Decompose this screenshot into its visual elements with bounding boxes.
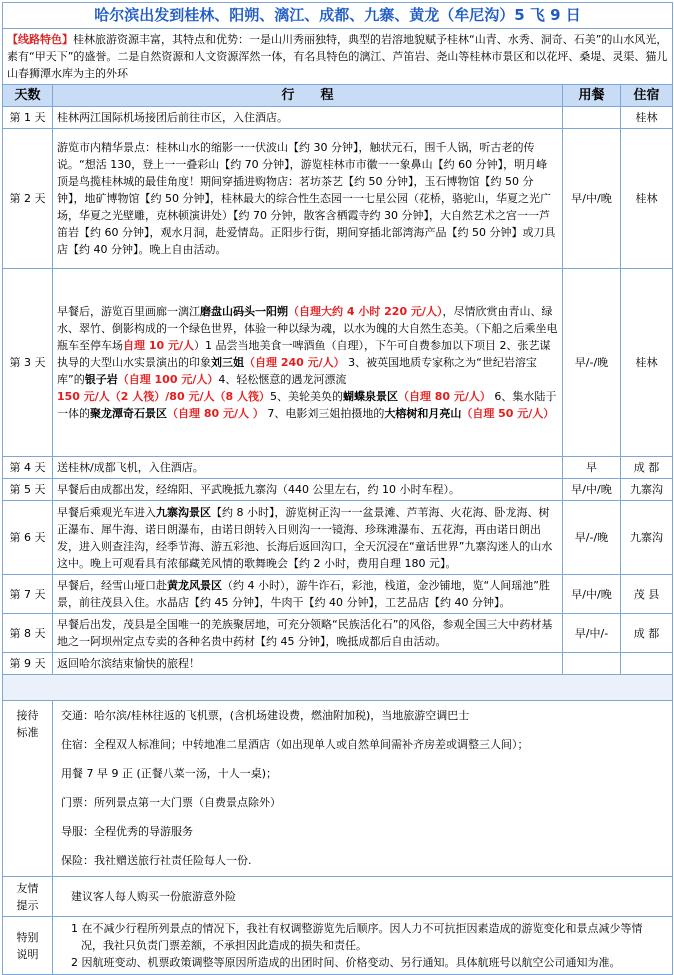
day-meals: 早/-/晚 bbox=[563, 269, 621, 457]
day-meals bbox=[563, 653, 621, 675]
itinerary-text: 早餐后乘观光车进入 bbox=[57, 505, 156, 519]
day-row bbox=[3, 129, 673, 269]
route-features-tag: 【线路特色】 bbox=[7, 33, 73, 46]
self-pay-note: 自理 10 元/人 bbox=[123, 339, 194, 352]
itinerary-text: ，尽情欣赏由青山、绿水、翠竹、倒影构成的一个绿色世界，体验一种以绿为魂，以水为魄的大自然生态美。（下船之后乘坐电瓶车至停车场 bbox=[57, 305, 558, 352]
tips-text: 建议客人每人购买一份旅游意外险 bbox=[53, 877, 673, 917]
day-number: 第 3 天 bbox=[3, 269, 53, 457]
day-stay: 成 都 bbox=[621, 457, 673, 479]
itinerary-text: 送桂林/成都飞机，入住酒店。 bbox=[57, 461, 204, 474]
self-pay-note: （自理 240 元/人） bbox=[244, 356, 345, 369]
reception-details bbox=[53, 701, 673, 877]
itinerary-text: 3、被英国地质专家称之为“世纪岩溶宝库”的 bbox=[57, 356, 537, 386]
day-number: 第 6 天 bbox=[3, 501, 53, 575]
reception-item: 门票：所列景点第一大门票（自费景点除外） bbox=[61, 796, 281, 809]
day-stay: 九寨沟 bbox=[621, 501, 673, 575]
reception-label: 接待 标准 bbox=[3, 701, 53, 877]
self-pay-note: （自理大约 4 小时 220 元/人） bbox=[288, 305, 443, 318]
highlight-text: 九寨沟景区 bbox=[156, 505, 211, 519]
day-stay: 茂 县 bbox=[621, 575, 673, 614]
day-number: 第 2 天 bbox=[3, 129, 53, 269]
day-stay: 桂林 bbox=[621, 129, 673, 269]
itinerary-text: ）1 品尝当地美食一啤酒鱼（自理），下午可自费参加以下项目 2、张艺谋执导的大型山水实景演出的印象 bbox=[57, 339, 551, 369]
day-meals: 早/中/晚 bbox=[563, 129, 621, 269]
itinerary-text: 早餐后，游览百里画廊一漓江 bbox=[57, 305, 200, 318]
day-meals: 早 bbox=[563, 457, 621, 479]
day-itinerary bbox=[53, 129, 563, 269]
header-itinerary: 行 程 bbox=[53, 85, 563, 107]
day-meals: 早/中/- bbox=[563, 614, 621, 653]
day-row bbox=[3, 575, 673, 614]
day-itinerary bbox=[53, 614, 563, 653]
day-stay: 九寨沟 bbox=[621, 479, 673, 501]
itinerary-text: 【约 8 小时】，游览树正沟一一盆景滩、芦苇海、火花海、卧龙海、树正瀑布、犀牛海、诺日朗瀑布，由诺日朗转入日则沟一一镜海、珍珠滩瀑布、五花海，再由诺日朗出发，进入则查洼沟，经季节海、游五彩池、长海后返回沟口，全天沉浸在“童话世界”九寨沟迷人的山水这中。晚上可观看具有浓郁藏羌风情的歌舞晚会【约 2 小时，费用自理 180 元】。 bbox=[57, 505, 553, 570]
tips-row bbox=[3, 877, 673, 917]
itinerary-text: 返回哈尔滨结束愉快的旅程！ bbox=[57, 657, 200, 670]
reception-row bbox=[3, 701, 673, 877]
day-number: 第 9 天 bbox=[3, 653, 53, 675]
page-title: 哈尔滨出发到桂林、阳朔、漓江、成都、九寨、黄龙（牟尼沟）5 飞 9 日 bbox=[3, 3, 673, 29]
day-itinerary bbox=[53, 653, 563, 675]
route-features-text: 桂林旅游资源丰富，其特点和优势：一是山川秀丽独特，典型的岩溶地貌赋予桂林“山青、水秀、洞奇、石美”的山水风光，素有“甲天下”的盛誉。二是自然资源和人文资源浑然一体，有名具特色的漓江、芦笛岩、尧山等桂林市景区和以花坪、桑堤、灵渠、猫儿山春狮潭水库为主的外环 bbox=[7, 33, 668, 80]
highlight-text: 大榕树和月亮山 bbox=[384, 407, 462, 420]
day-itinerary bbox=[53, 501, 563, 575]
day-row bbox=[3, 501, 673, 575]
day-meals: 早/中/晚 bbox=[563, 575, 621, 614]
intro-row bbox=[3, 29, 673, 85]
reception-item: 导服：全程优秀的导游服务 bbox=[61, 825, 193, 838]
day-number: 第 1 天 bbox=[3, 107, 53, 129]
route-features bbox=[3, 29, 673, 85]
header-day: 天数 bbox=[3, 85, 53, 107]
highlight-text: 聚龙潭奇石景区 bbox=[90, 407, 167, 420]
special-note-item: 2 因航班变动、机票政策调整等原因所造成的出团时间、价格变动、另行通知。具体航班号以航空公司通知为准。 bbox=[71, 956, 621, 969]
day-number: 第 7 天 bbox=[3, 575, 53, 614]
itinerary-text: 早餐后，经雪山垭口赴 bbox=[57, 579, 167, 592]
day-row bbox=[3, 479, 673, 501]
day-itinerary bbox=[53, 269, 563, 457]
reception-item: 住宿：全程双人标准间；中转地准二星酒店（如出现单人或自然单间需补齐房差或调整三人间）； bbox=[61, 738, 529, 751]
itinerary-text: 早餐后出发，茂县是全国唯一的羌族聚居地，可充分领略“民族活化石”的风俗，参观全国三大中药材基地之一阿坝州定点专卖的各种名贵中药材【约 45 分钟】，晚抵成都后自由活动。 bbox=[57, 618, 553, 648]
separator-cell bbox=[3, 675, 673, 701]
self-pay-note: （自理 80 元/人） bbox=[397, 390, 491, 403]
day-number: 第 4 天 bbox=[3, 457, 53, 479]
day-itinerary bbox=[53, 479, 563, 501]
highlight-text: 黄龙风景区 bbox=[167, 579, 222, 592]
special-notes-label: 特别 说明 bbox=[3, 917, 53, 975]
self-pay-note: （自理 50 元/人） bbox=[461, 407, 555, 420]
day-itinerary bbox=[53, 457, 563, 479]
day-row bbox=[3, 614, 673, 653]
day-number: 第 8 天 bbox=[3, 614, 53, 653]
highlight-text: 银子岩 bbox=[84, 373, 118, 386]
day-meals: 早/中/晚 bbox=[563, 479, 621, 501]
tips-label: 友情 提示 bbox=[3, 877, 53, 917]
day-number: 第 5 天 bbox=[3, 479, 53, 501]
special-note-item: 1 在不减少行程所列景点的情况下，我社有权调整游览先后顺序。因人力不可抗拒因素造成的游览变化和景点减少等情况，我社只负责门票差额，不承担因此造成的损失和责任。 bbox=[71, 922, 643, 952]
day-row bbox=[3, 457, 673, 479]
highlight-text: 刘三姐 bbox=[211, 356, 244, 369]
highlight-text: 磨盘山码头一阳朔 bbox=[200, 305, 288, 318]
itinerary-text: 早餐后由成都出发，经绵阳、平武晚抵九寨沟（440 公里左右，约 10 小时车程）。 bbox=[57, 483, 460, 496]
title-row bbox=[3, 3, 673, 29]
header-row bbox=[3, 85, 673, 107]
highlight-text: 蝴蝶泉景区 bbox=[342, 390, 398, 403]
itinerary-text: （约 4 小时），游牛诈石，彩池，栈道，金沙铺地，览“人间瑶池”胜景，前往茂县入住。水晶店【约 45 分钟】，牛肉干【约 40 分钟】，工艺品店【约 40 分钟】。 bbox=[57, 579, 550, 609]
itinerary-text: 6、集水陆于一体的 bbox=[57, 390, 557, 420]
header-meals: 用餐 bbox=[563, 85, 621, 107]
separator-row bbox=[3, 675, 673, 701]
day-stay: 桂林 bbox=[621, 269, 673, 457]
itinerary-text: 4、轻松惬意的遇龙河漂流 bbox=[218, 373, 347, 386]
day-itinerary bbox=[53, 575, 563, 614]
day-meals bbox=[563, 107, 621, 129]
day-row bbox=[3, 653, 673, 675]
header-stay: 住宿 bbox=[621, 85, 673, 107]
itinerary-text: 桂林两江国际机场接团后前往市区，入住酒店。 bbox=[57, 111, 288, 124]
day-row bbox=[3, 269, 673, 457]
self-pay-note: （自理 100 元/人） bbox=[117, 373, 219, 386]
reception-item: 保险：我社赠送旅行社责任险每人一份. bbox=[61, 854, 252, 867]
itinerary-table bbox=[2, 2, 673, 975]
day-itinerary bbox=[53, 107, 563, 129]
day-stay bbox=[621, 653, 673, 675]
day-stay: 桂林 bbox=[621, 107, 673, 129]
self-pay-note: 150 元/人（2 人筏）/80 元/人（8 人筏） bbox=[57, 390, 270, 403]
reception-item: 交通：哈尔滨/桂林往返的飞机票，(含机场建设费，燃油附加税)，当地旅游空调巴士 bbox=[61, 709, 470, 722]
reception-item: 用餐 7 早 9 正 (正餐八菜一汤，十人一桌)； bbox=[61, 767, 278, 780]
itinerary-text: 游览市内精华景点：桂林山水的缩影一一伏波山【约 30 分钟】，触状元石，围千人锅，听古老的传说。“想活 130，登上一一叠彩山【约 70 分钟】，游览桂林市市徽一一象鼻山【约 60 分钟】，明月峰顶是鸟揽桂林城的最佳角度！期间穿插进购物店：茗坊茶艺【约 50 分钟】，玉石博物馆【约 50 分钟】，地矿博物馆【约 50 分钟】，桂林最大的综合性生态园一一七星公园（花桥，骆驼山，华夏之光广场，华夏之光壁雕，克林顿演讲处）【约 70 分钟，散客含栖霞寺约 30 分钟】，大自然艺术之宫一一芦笛岩【约 60 分钟】，观水月洞，赴爱情岛。正阳步行街，期间穿插北部湾海产品【约 50 分钟】或刀具店【约 40 分钟】。晚上自由活动。 bbox=[57, 141, 556, 256]
day-row bbox=[3, 107, 673, 129]
day-meals: 早/-/晚 bbox=[563, 501, 621, 575]
self-pay-note: （自理 80 元/人 ） bbox=[167, 407, 264, 420]
day-stay: 成 都 bbox=[621, 614, 673, 653]
itinerary-text: 7、电影刘三姐拍摄地的 bbox=[263, 407, 385, 420]
itinerary-text: 5、美轮美奂的 bbox=[269, 390, 343, 403]
special-notes-row bbox=[3, 917, 673, 975]
special-notes-text bbox=[53, 917, 673, 975]
